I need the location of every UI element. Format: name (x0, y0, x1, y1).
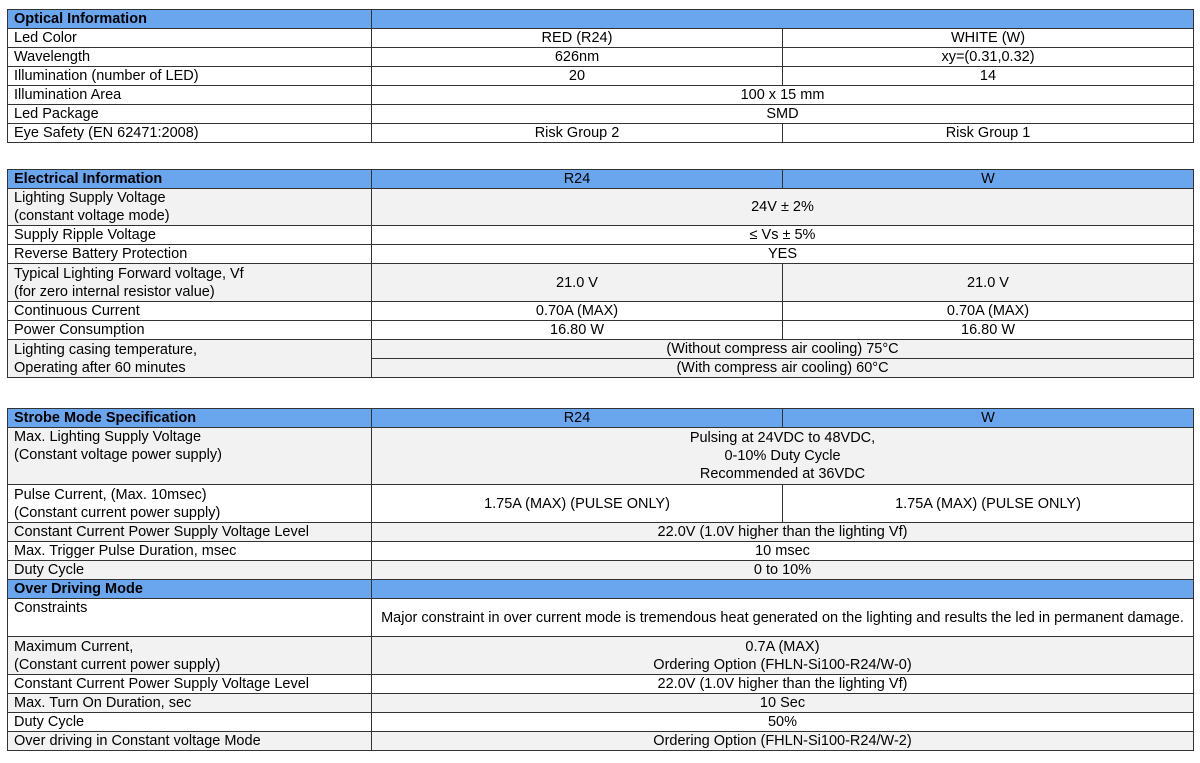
table-row (8, 86, 1194, 105)
value-shared: YES (372, 245, 1194, 264)
electrical-information-table (7, 169, 1194, 378)
label-line: Typical Lighting Forward voltage, Vf (14, 265, 244, 282)
value-shared: 24V ± 2% (372, 189, 1194, 226)
value-r24: 0.70A (MAX) (372, 302, 783, 321)
table-row (8, 124, 1194, 143)
row-label: Supply Ripple Voltage (8, 226, 372, 245)
table-row (8, 340, 1194, 359)
value-w: 16.80 W (783, 321, 1194, 340)
table-row (8, 485, 1194, 523)
row-label: Constant Current Power Supply Voltage Level (8, 675, 372, 694)
optical-title: Optical Information (8, 10, 372, 29)
row-label: Led Package (8, 105, 372, 124)
row-label: Wavelength (8, 48, 372, 67)
value-shared: 22.0V (1.0V higher than the lighting Vf) (372, 523, 1194, 542)
label-line: Pulse Current, (Max. 10msec) (14, 486, 207, 503)
row-label: Constraints (8, 599, 372, 637)
value-r24: 21.0 V (372, 264, 783, 302)
row-label (8, 189, 372, 226)
row-label: Led Color (8, 29, 372, 48)
row-label: Power Consumption (8, 321, 372, 340)
row-label: Reverse Battery Protection (8, 245, 372, 264)
column-header-r24: R24 (372, 409, 783, 428)
column-header-w: W (783, 170, 1194, 189)
table-row (8, 713, 1194, 732)
label-line: (Constant current power supply) (14, 656, 221, 673)
table-row (8, 67, 1194, 86)
table-row (8, 48, 1194, 67)
table-row (8, 542, 1194, 561)
table-row (8, 29, 1194, 48)
overdrive-header-row (8, 580, 1194, 599)
value-r24: 20 (372, 67, 783, 86)
table-row (8, 264, 1194, 302)
table-row (8, 321, 1194, 340)
value-shared: 100 x 15 mm (372, 86, 1194, 105)
value-line: Pulsing at 24VDC to 48VDC, (689, 430, 876, 446)
value-w: WHITE (W) (783, 29, 1194, 48)
value-shared: ≤ Vs ± 5% (372, 226, 1194, 245)
value-w: xy=(0.31,0.32) (783, 48, 1194, 67)
value-shared: 22.0V (1.0V higher than the lighting Vf) (372, 675, 1194, 694)
label-line: (Constant current power supply) (14, 504, 221, 521)
row-label: Duty Cycle (8, 713, 372, 732)
value-shared: Major constraint in over current mode is tremendous heat generated on the lighting and results the led in permanent damage. (372, 599, 1194, 637)
value-r24: RED (R24) (372, 29, 783, 48)
row-label (8, 340, 372, 378)
label-line: (for zero internal resistor value) (14, 283, 215, 300)
value-shared (372, 637, 1194, 675)
table-row (8, 675, 1194, 694)
optical-information-table (7, 9, 1194, 143)
table-row (8, 189, 1194, 226)
value-w: 14 (783, 67, 1194, 86)
column-header-w: W (783, 409, 1194, 428)
value-shared: 50% (372, 713, 1194, 732)
optical-header-blank (372, 10, 1194, 29)
table-row (8, 523, 1194, 542)
strobe-title: Strobe Mode Specification (8, 409, 372, 428)
row-label: Duty Cycle (8, 561, 372, 580)
value-r24: 1.75A (MAX) (PULSE ONLY) (372, 485, 783, 523)
value-w: 21.0 V (783, 264, 1194, 302)
value-r24: Risk Group 2 (372, 124, 783, 143)
table-row (8, 694, 1194, 713)
value-line: 0.7A (MAX) (745, 638, 820, 655)
table-row (8, 732, 1194, 751)
value-shared: (Without compress air cooling) 75°C (372, 340, 1194, 359)
table-row (8, 302, 1194, 321)
value-w: 0.70A (MAX) (783, 302, 1194, 321)
value-shared (372, 428, 1194, 485)
strobe-mode-table (7, 408, 1194, 751)
overdrive-title: Over Driving Mode (8, 580, 372, 599)
label-line: Maximum Current, (14, 638, 134, 655)
value-shared: Ordering Option (FHLN-Si100-R24/W-2) (372, 732, 1194, 751)
label-line: Lighting Supply Voltage (14, 190, 166, 206)
table-row (8, 105, 1194, 124)
overdrive-header-blank (372, 580, 1194, 599)
table-row (8, 637, 1194, 675)
table-row (8, 561, 1194, 580)
value-r24: 16.80 W (372, 321, 783, 340)
value-r24: 626nm (372, 48, 783, 67)
value-shared: 0 to 10% (372, 561, 1194, 580)
optical-header-row (8, 10, 1194, 29)
label-line: (Constant voltage power supply) (14, 447, 222, 463)
electrical-title: Electrical Information (8, 170, 372, 189)
strobe-header-row (8, 409, 1194, 428)
row-label: Over driving in Constant voltage Mode (8, 732, 372, 751)
value-shared: 10 Sec (372, 694, 1194, 713)
row-label (8, 485, 372, 523)
label-line: Operating after 60 minutes (14, 359, 186, 376)
table-row (8, 599, 1194, 637)
row-label: Constant Current Power Supply Voltage Level (8, 523, 372, 542)
value-line: Recommended at 36VDC (699, 466, 866, 482)
value-line: Ordering Option (FHLN-Si100-R24/W-0) (653, 656, 912, 673)
row-label: Max. Trigger Pulse Duration, msec (8, 542, 372, 561)
table-row (8, 226, 1194, 245)
row-label: Max. Turn On Duration, sec (8, 694, 372, 713)
value-w: Risk Group 1 (783, 124, 1194, 143)
row-label: Eye Safety (EN 62471:2008) (8, 124, 372, 143)
label-line: Max. Lighting Supply Voltage (14, 429, 202, 445)
row-label (8, 264, 372, 302)
value-shared: 10 msec (372, 542, 1194, 561)
table-row (8, 245, 1194, 264)
value-w: 1.75A (MAX) (PULSE ONLY) (783, 485, 1194, 523)
row-label (8, 428, 372, 485)
value-shared: SMD (372, 105, 1194, 124)
label-line: (constant voltage mode) (14, 208, 170, 224)
electrical-header-row (8, 170, 1194, 189)
value-shared: (With compress air cooling) 60°C (372, 359, 1194, 378)
row-label (8, 637, 372, 675)
label-line: Lighting casing temperature, (14, 341, 197, 358)
column-header-r24: R24 (372, 170, 783, 189)
value-line: 0-10% Duty Cycle (724, 448, 841, 464)
row-label: Illumination (number of LED) (8, 67, 372, 86)
row-label: Illumination Area (8, 86, 372, 105)
table-row (8, 428, 1194, 485)
row-label: Continuous Current (8, 302, 372, 321)
